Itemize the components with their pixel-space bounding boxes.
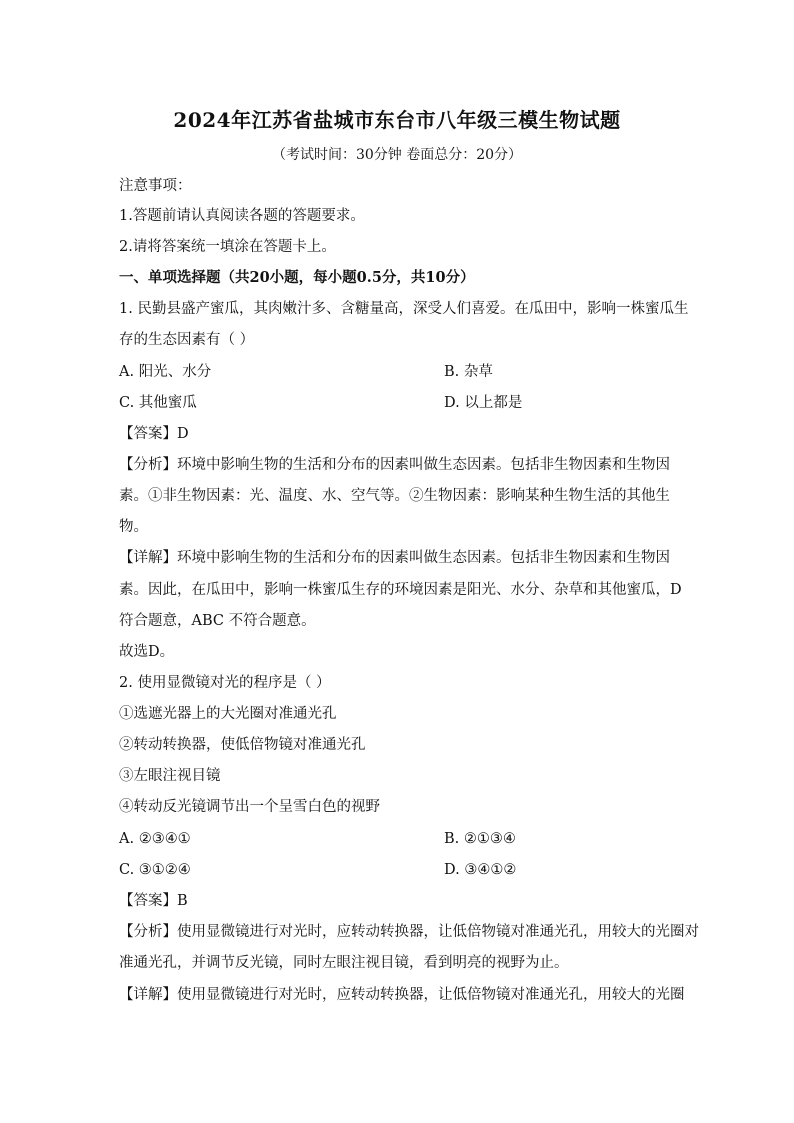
q1-stem-line2: 存的生态因素有（ ）: [119, 332, 255, 348]
q2-analysis-line1: 【分析】使用显微镜进行对光时，应转动转换器，让低倍物镜对准通光孔，用较大的光圈对: [119, 924, 699, 940]
page-title: 2024年江苏省盐城市东台市八年级三模生物试题: [173, 108, 621, 132]
exam-info: （考试时间：30分钟 卷面总分：20分）: [271, 147, 523, 163]
q2-step-1: ①选遮光器上的大光圈对准通光孔: [119, 706, 337, 722]
note-item-2: 2.请将答案统一填涂在答题卡上。: [119, 239, 336, 255]
q1-option-a: A. 阳光、水分: [119, 364, 212, 380]
q2-option-c: C. ③①②④: [119, 862, 191, 878]
q2-step-2: ②转动转换器，使低倍物镜对准通光孔: [119, 737, 366, 753]
q1-analysis-line1: 【分析】环境中影响生物的生活和分布的因素叫做生态因素。包括非生物因素和生物因: [119, 457, 670, 473]
section-heading: 一、单项选择题（共20小题，每小题0.5分，共10分）: [119, 269, 475, 286]
q2-option-d: D. ③④①②: [444, 862, 517, 878]
q1-conclusion: 故选D。: [119, 644, 175, 660]
q2-analysis-line2: 准通光孔，并调节反光镜，同时左眼注视目镜，看到明亮的视野为止。: [119, 955, 569, 971]
q1-option-d: D. 以上都是: [444, 395, 523, 411]
q1-option-c: C. 其他蜜瓜: [119, 395, 197, 411]
q1-detail-line2: 素。因此，在瓜田中，影响一株蜜瓜生存的环境因素是阳光、水分、杂草和其他蜜瓜，D: [119, 582, 682, 598]
q1-stem-line1: 1. 民勤县盛产蜜瓜，其肉嫩汁多、含糖量高，深受人们喜爱。在瓜田中，影响一株蜜瓜生: [119, 301, 689, 317]
q1-analysis-line3: 物。: [119, 519, 148, 535]
q2-step-4: ④转动反光镜调节出一个呈雪白色的视野: [119, 799, 380, 815]
q2-option-a: A. ②③④①: [119, 831, 191, 847]
q2-detail-line1: 【详解】使用显微镜进行对光时，应转动转换器，让低倍物镜对准通光孔，用较大的光圈: [119, 987, 685, 1003]
q1-detail-line3: 符合题意，ABC 不符合题意。: [119, 613, 316, 629]
q1-option-b: B. 杂草: [444, 364, 493, 380]
q2-option-b: B. ②①③④: [444, 831, 516, 847]
q1-answer: 【答案】D: [119, 426, 189, 442]
q1-detail-line1: 【详解】环境中影响生物的生活和分布的因素叫做生态因素。包括非生物因素和生物因: [119, 550, 670, 566]
q2-stem: 2. 使用显微镜对光的程序是（ ）: [119, 675, 331, 691]
q2-answer: 【答案】B: [119, 893, 188, 909]
q2-step-3: ③左眼注视目镜: [119, 768, 221, 784]
note-item-1: 1.答题前请认真阅读各题的答题要求。: [119, 208, 365, 224]
q1-analysis-line2: 素。①非生物因素：光、温度、水、空气等。②生物因素：影响某种生物生活的其他生: [119, 488, 670, 504]
notes-heading: 注意事项：: [119, 178, 192, 194]
